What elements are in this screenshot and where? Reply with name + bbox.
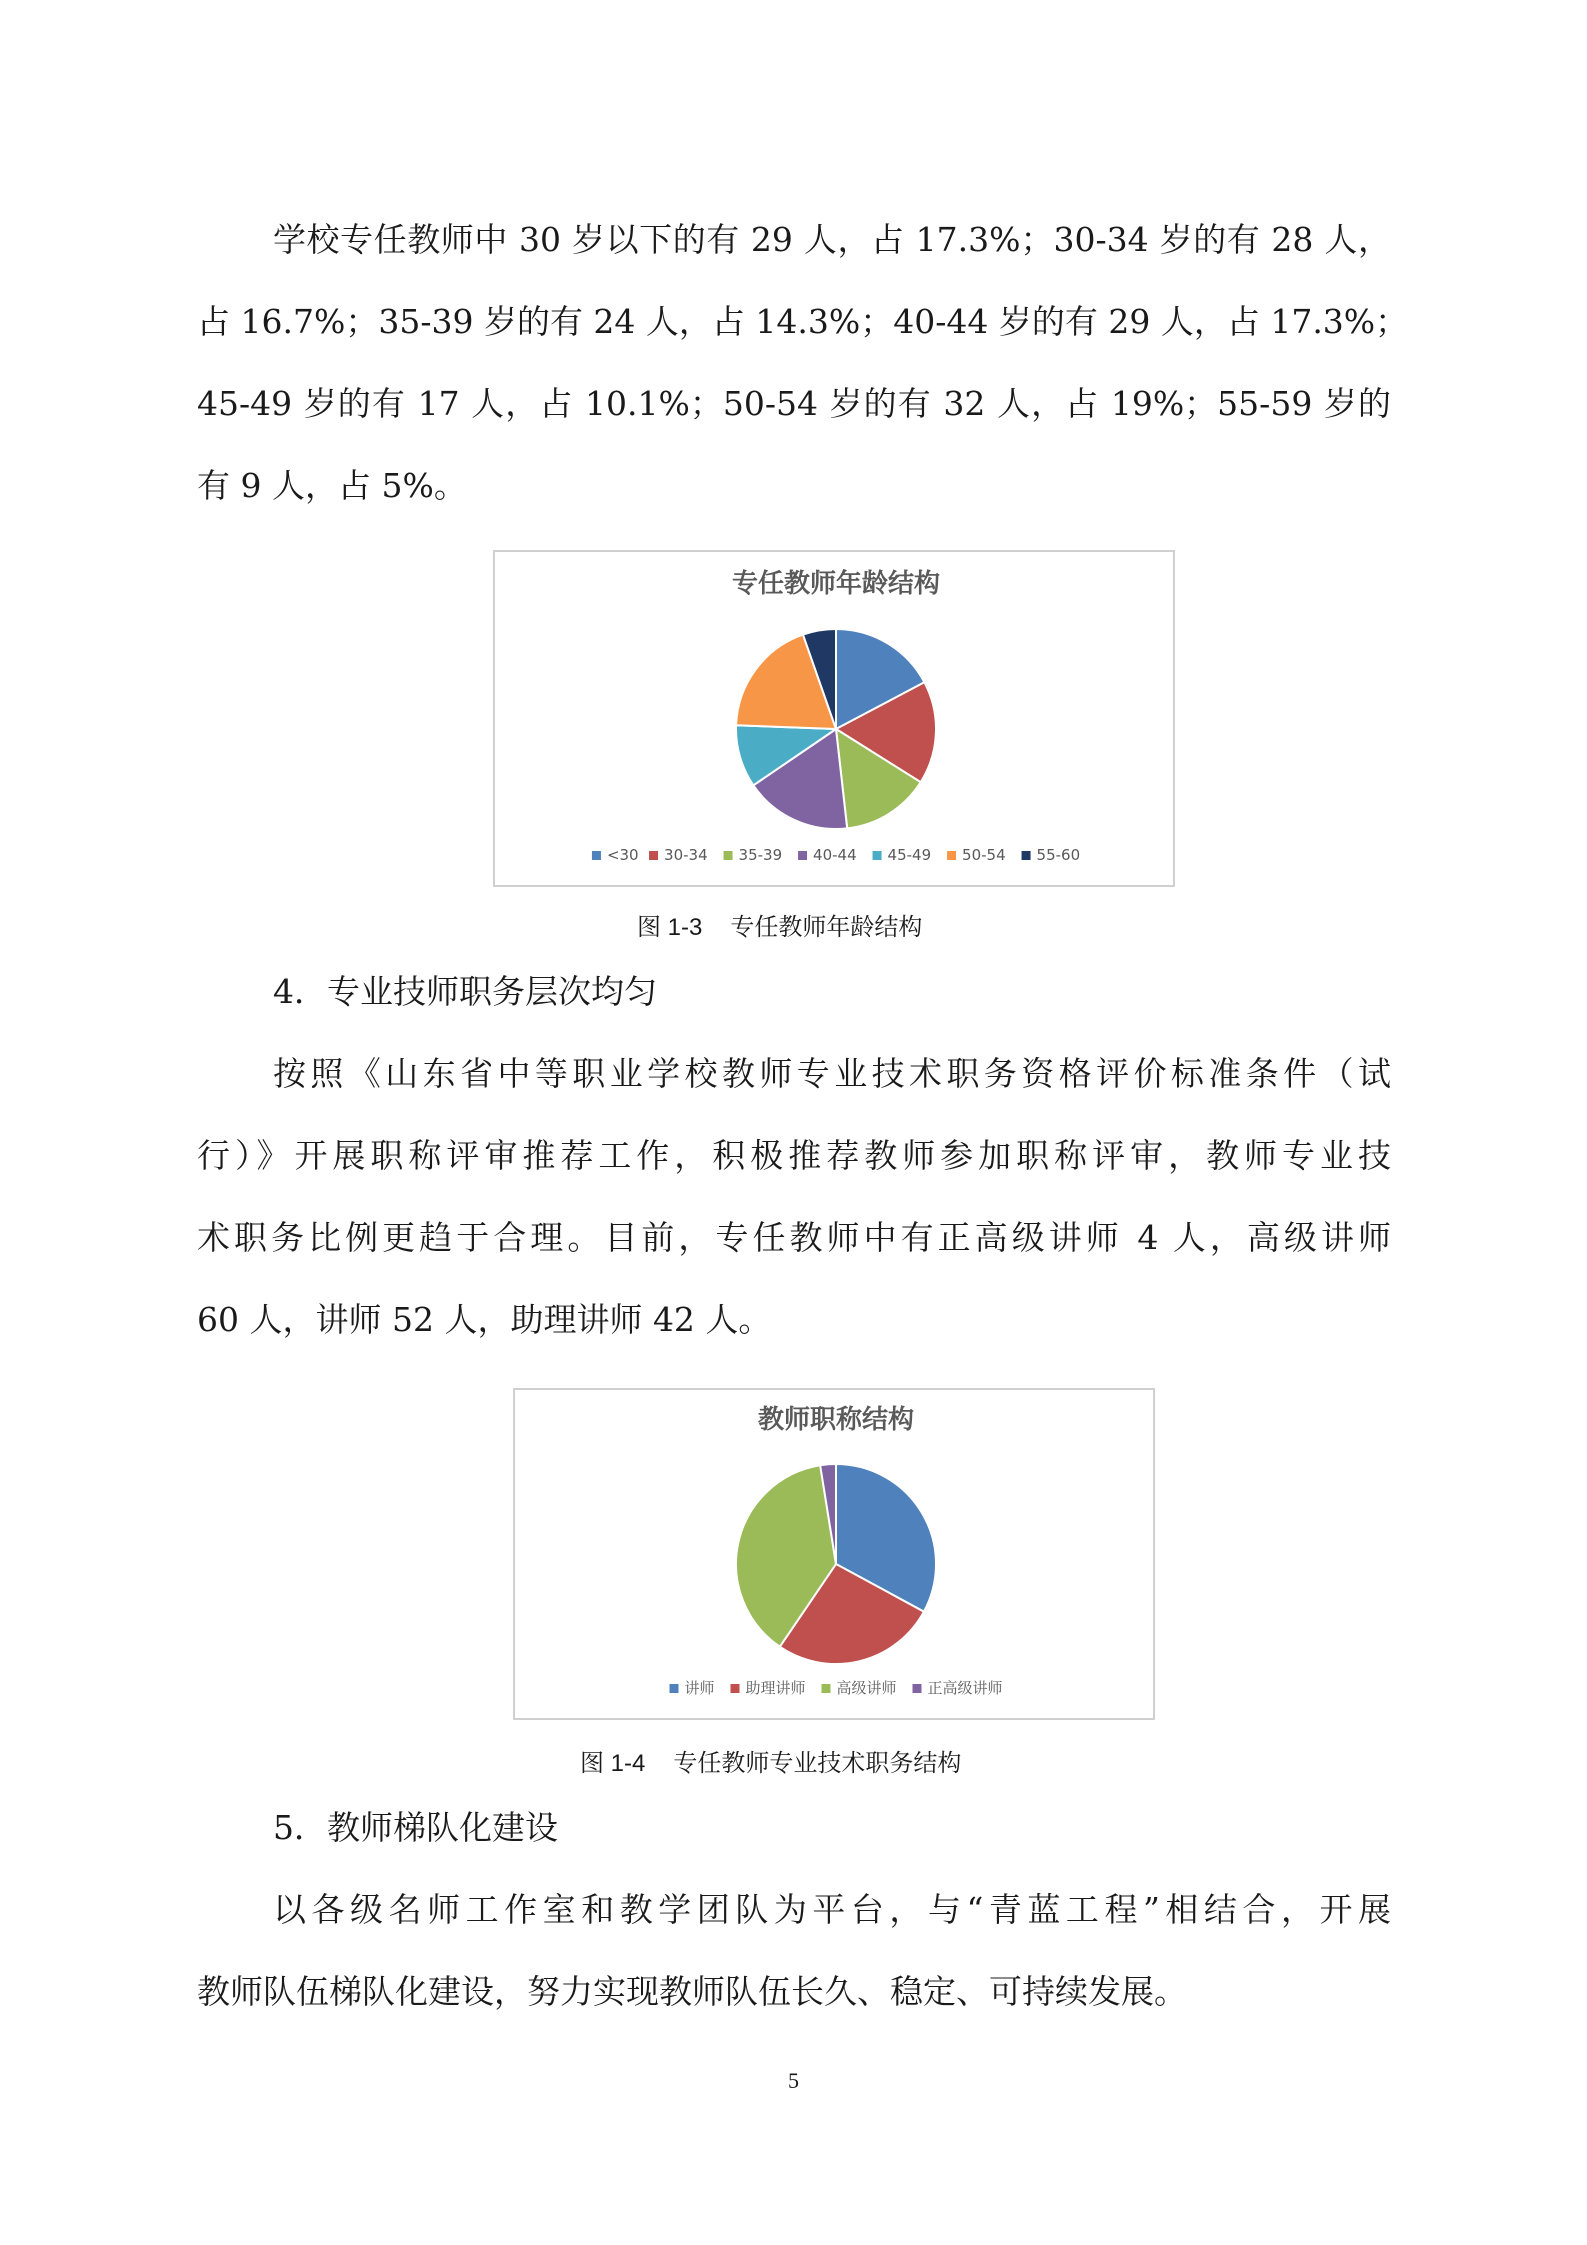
legend-label: <30	[606, 846, 639, 864]
legend-label: 讲师	[684, 1679, 715, 1697]
legend-swatch-55-60	[1022, 851, 1031, 860]
legend-swatch-50-54	[947, 851, 956, 860]
text-line: 60 人，讲师 52 人，助理讲师 42 人。	[197, 1300, 772, 1339]
legend-swatch-30-34	[649, 851, 658, 860]
legend-label: 55-60	[1036, 846, 1081, 864]
text-line: 行）》开展职称评审推荐工作，积极推荐教师参加职称评审，教师专业技	[197, 1136, 1391, 1175]
title-structure-chart-svg	[515, 1390, 1157, 1722]
legend-label: 正高级讲师	[927, 1679, 1003, 1697]
legend-swatch-<30	[592, 851, 601, 860]
legend-label: 40-44	[813, 846, 857, 864]
text-line: 占 16.7%；35-39 岁的有 24 人，占 14.3%；40-44 岁的有 29 人，占 17.3%；	[197, 302, 1409, 341]
legend-swatch-高级讲师	[822, 1684, 831, 1693]
text-line: 以各级名师工作室和教学团队为平台，与“青蓝工程”相结合，开展	[273, 1890, 1391, 1929]
legend-label: 30-34	[664, 846, 708, 864]
text-line: 45-49 岁的有 17 人，占 10.1%；50-54 岁的有 32 人，占 19%；55-59 岁的	[197, 384, 1391, 423]
legend-label: 助理讲师	[745, 1679, 806, 1697]
legend-swatch-讲师	[670, 1684, 679, 1693]
figure-caption-1-3	[637, 912, 922, 943]
legend-label: 35-39	[738, 846, 783, 864]
text-line: 学校专任教师中 30 岁以下的有 29 人，占 17.3%；30-34 岁的有 28 人，	[273, 220, 1391, 259]
chart-title: 专任教师年龄结构	[731, 569, 941, 599]
section-heading-5: 5．教师梯队化建设	[273, 1808, 558, 1847]
legend-label: 45-49	[887, 846, 932, 864]
legend-label: 50-54	[962, 846, 1006, 864]
age-structure-chart-svg	[495, 552, 1177, 889]
figure-number: 图 1-4	[580, 1750, 646, 1777]
section-heading-4: 4．专业技师职务层次均匀	[273, 972, 657, 1011]
figure-caption-text: 专任教师年龄结构	[730, 913, 923, 941]
figure-number: 图 1-3	[637, 914, 703, 941]
figure-caption-text: 专任教师专业技术职务结构	[673, 1749, 962, 1777]
chart-title: 教师职称结构	[757, 1405, 915, 1435]
legend-swatch-35-39	[724, 851, 733, 860]
legend-swatch-45-49	[873, 851, 882, 860]
text-line: 术职务比例更趋于合理。目前，专任教师中有正高级讲师 4 人，高级讲师	[197, 1218, 1391, 1257]
text-line: 按照《山东省中等职业学校教师专业技术职务资格评价标准条件（试	[273, 1054, 1391, 1093]
legend-label: 高级讲师	[836, 1679, 897, 1697]
legend-swatch-40-44	[798, 851, 807, 860]
text-line: 有 9 人，占 5%。	[197, 466, 467, 505]
page-number: 5	[788, 2068, 799, 2093]
text-line: 教师队伍梯队化建设，努力实现教师队伍长久、稳定、可持续发展。	[197, 1972, 1187, 2011]
age-structure-chart	[493, 550, 1175, 887]
figure-caption-1-4	[580, 1748, 961, 1779]
legend-swatch-正高级讲师	[913, 1684, 922, 1693]
legend-swatch-助理讲师	[731, 1684, 740, 1693]
title-structure-chart	[513, 1388, 1155, 1720]
